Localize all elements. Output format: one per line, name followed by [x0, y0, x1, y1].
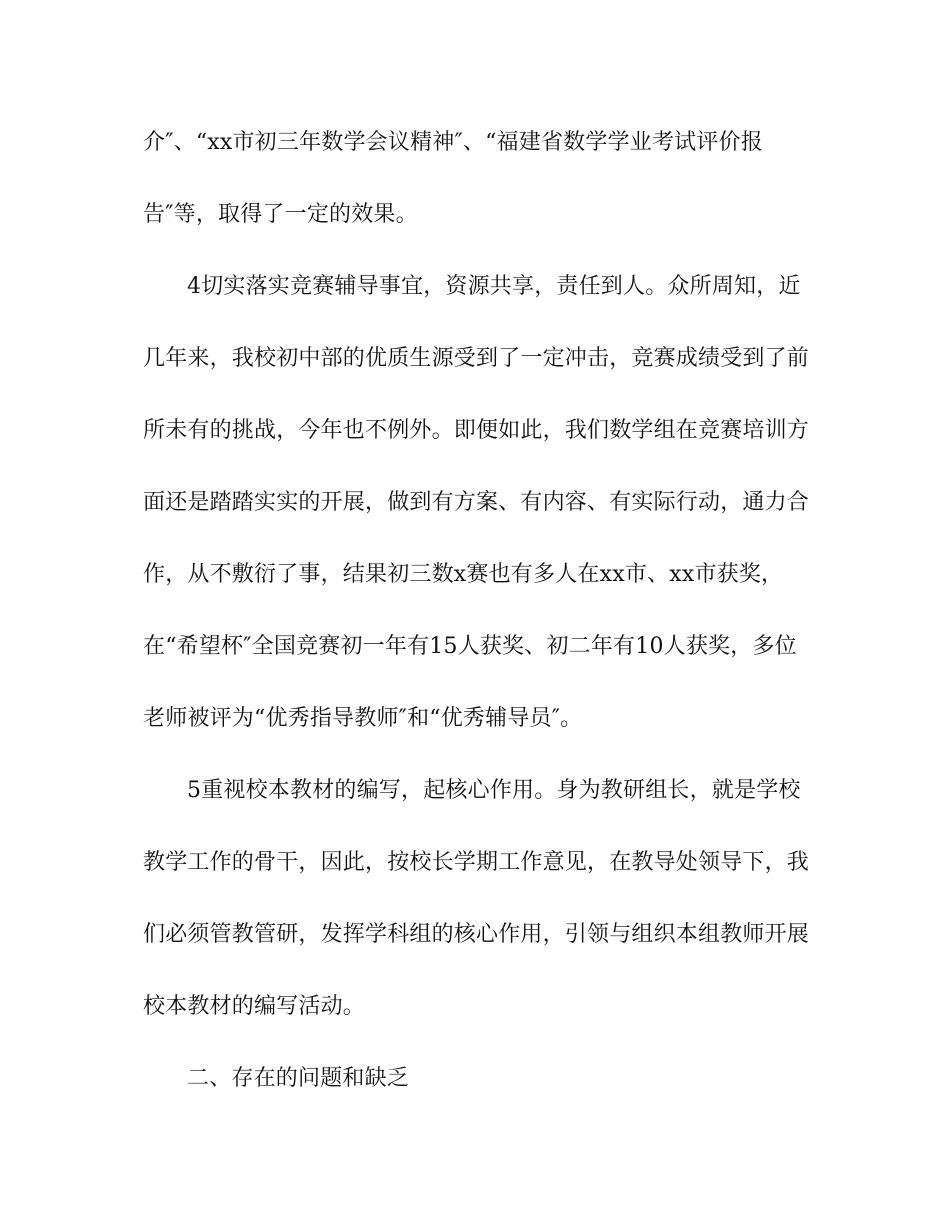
- paragraph-line: 老师被评为“优秀指导教师″和“优秀辅导员″。: [143, 706, 583, 731]
- paragraph-line: 校本教材的编写活动。: [143, 994, 366, 1019]
- paragraph-line: 作，从不敷衍了事，结果初三数x赛也有多人在xx市、xx市获奖，: [143, 562, 784, 587]
- paragraph-line: 们必须管教管研，发挥学科组的核心作用，引领与组织本组教师开展: [143, 922, 810, 947]
- paragraph-line: 教学工作的骨干，因此，按校长学期工作意见，在教导处领导下，我: [143, 850, 810, 875]
- paragraph-line: 告″等，取得了一定的效果。: [143, 202, 418, 227]
- paragraph-5-first-line: 5重视校本教材的编写，起核心作用。身为教研组长，就是学校: [187, 778, 801, 803]
- paragraph-4-first-line: 4切实落实竞赛辅导事宜，资源共享，责任到人。众所周知，近: [187, 274, 801, 299]
- paragraph-line: 几年来，我校初中部的优质生源受到了一定冲击，竞赛成绩受到了前: [143, 346, 810, 371]
- paragraph-line: 介″、“xx市初三年数学会议精神″、“福建省数学学业考试评价报: [143, 130, 763, 155]
- section-heading: 二、存在的问题和缺乏: [187, 1066, 410, 1091]
- paragraph-line: 面还是踏踏实实的开展，做到有方案、有内容、有实际行动，通力合: [143, 490, 810, 515]
- paragraph-line: 所未有的挑战，今年也不例外。即便如此，我们数学组在竞赛培训方: [143, 418, 810, 443]
- paragraph-line: 在“希望杯″全国竞赛初一年有15人获奖、初二年有10人获奖，多位: [143, 634, 797, 659]
